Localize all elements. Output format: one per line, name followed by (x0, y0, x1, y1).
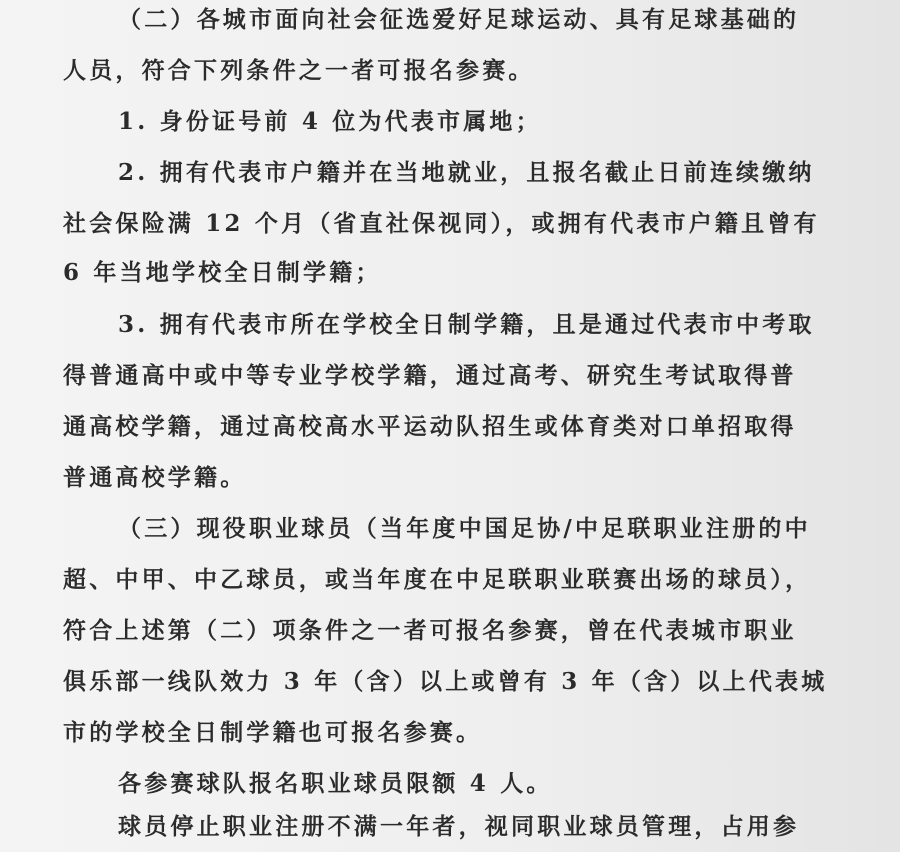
condition-item-1: 1. 身份证号前 4 位为代表市属地； (118, 108, 542, 135)
paragraph-line: 社会保险满 12 个月（省直社保视同），或拥有代表市户籍且曾有 (63, 210, 820, 237)
paragraph-line: 普通高校学籍。 (63, 464, 247, 491)
paragraph-line: 得普通高中或中等专业学校学籍，通过高考、研究生考试取得普 (63, 362, 797, 389)
paragraph-line: 球员停止职业注册不满一年者，视同职业球员管理，占用参 (118, 813, 800, 840)
paragraph-line: 通高校学籍，通过高校高水平运动队招生或体育类对口单招取得 (63, 413, 797, 440)
paragraph-line: 超、中甲、中乙球员，或当年度在中足联职业联赛出场的球员）， (63, 566, 812, 593)
section-three-heading: （三）现役职业球员（当年度中国足协/中足联职业注册的中 (118, 515, 811, 542)
paragraph-line: 6 年当地学校全日制学籍； (63, 259, 382, 286)
quota-paragraph: 各参赛球队报名职业球员限额 4 人。 (118, 770, 553, 797)
section-two-heading: （二）各城市面向社会征选爱好足球运动、具有足球基础的 (118, 6, 800, 33)
paragraph-line: 俱乐部一线队效力 3 年（含）以上或曾有 3 年（含）以上代表城 (63, 668, 828, 695)
paragraph-line: 人员，符合下列条件之一者可报名参赛。 (63, 57, 535, 84)
condition-item-3: 3. 拥有代表市所在学校全日制学籍，且是通过代表市中考取 (118, 311, 815, 338)
paragraph-line: 符合上述第（二）项条件之一者可报名参赛，曾在代表城市职业 (63, 617, 797, 644)
condition-item-2: 2. 拥有代表市户籍并在当地就业，且报名截止日前连续缴纳 (118, 159, 815, 186)
paragraph-line: 市的学校全日制学籍也可报名参赛。 (63, 719, 483, 746)
